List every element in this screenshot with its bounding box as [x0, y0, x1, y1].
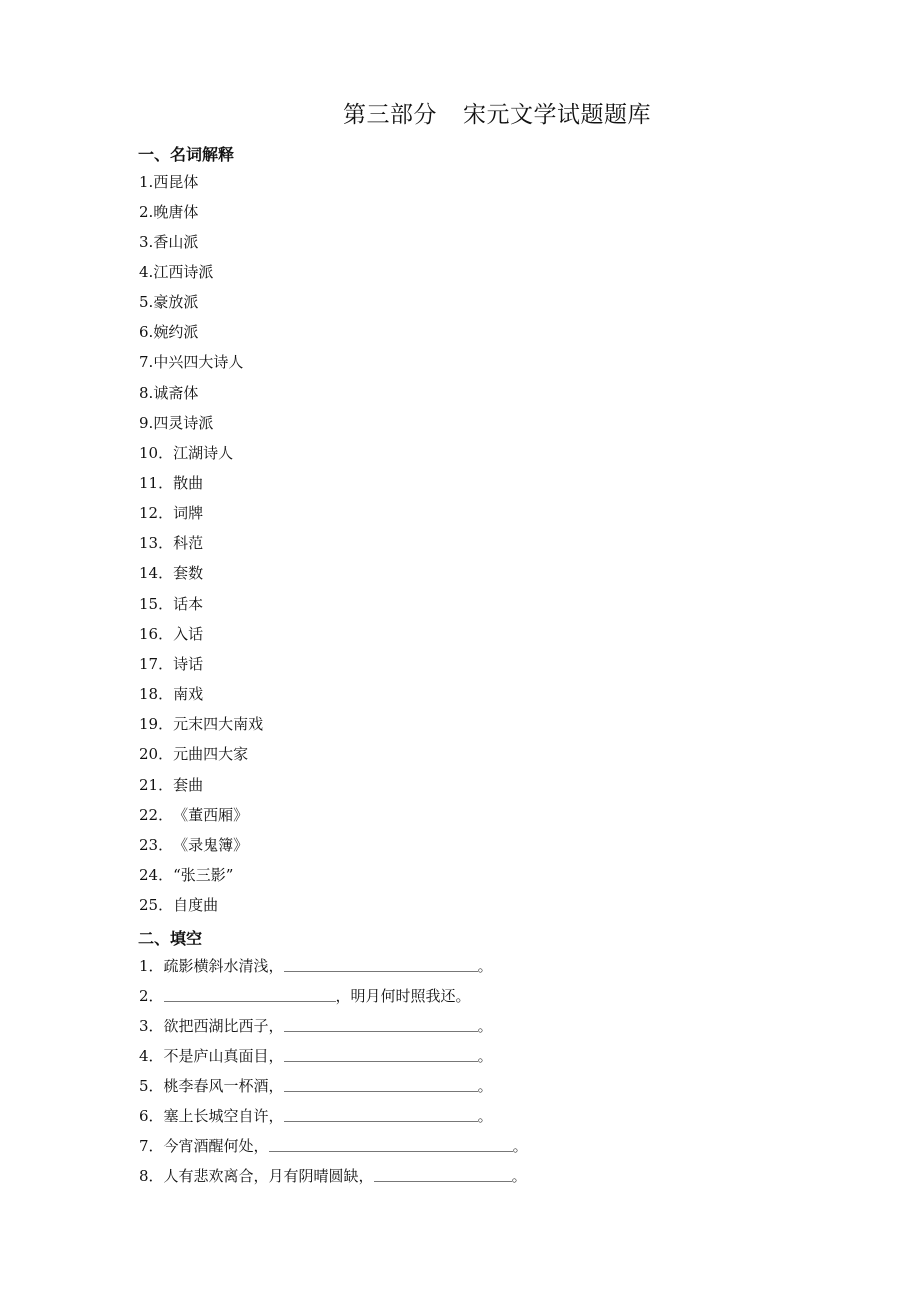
term-item: 1.西昆体: [139, 173, 199, 191]
term-item: 11．散曲: [139, 474, 204, 492]
answer-blank[interactable]: [284, 957, 478, 972]
fill-blank-item: 5．桃李春风一杯酒， 。: [139, 1077, 493, 1095]
answer-blank[interactable]: [284, 1017, 478, 1032]
term-item: 20．元曲四大家: [139, 745, 249, 763]
term-item: 5.豪放派: [139, 293, 199, 311]
term-item: 13．科范: [139, 534, 204, 552]
title-name: 宋元文学试题题库: [463, 102, 651, 128]
term-item: 25．自度曲: [139, 896, 219, 914]
page-title: [0, 96, 920, 129]
term-item: 9.四灵诗派: [139, 414, 214, 432]
term-item: 8.诚斋体: [139, 384, 199, 402]
fill-blank-item: 7．今宵酒醒何处， 。: [139, 1137, 528, 1155]
section-heading-terms: 一、名词解释: [138, 145, 235, 164]
fill-blank-item: 3．欲把西湖比西子， 。: [139, 1017, 493, 1035]
term-item: 6.婉约派: [139, 323, 199, 341]
answer-blank[interactable]: [269, 1137, 513, 1152]
term-item: 24．“张三影”: [139, 866, 234, 884]
fill-blank-item: 8．人有悲欢离合，月有阴晴圆缺， 。: [139, 1167, 527, 1185]
term-item: 12．词牌: [139, 504, 204, 522]
term-item: 14．套数: [139, 564, 204, 582]
term-item: 21．套曲: [139, 776, 204, 794]
term-item: 23．《录鬼簿》: [139, 836, 249, 854]
fill-blank-item: 4．不是庐山真面目， 。: [139, 1047, 493, 1065]
term-item: 3.香山派: [139, 233, 199, 251]
answer-blank[interactable]: [374, 1167, 512, 1182]
answer-blank[interactable]: [284, 1107, 478, 1122]
term-item: 18．南戏: [139, 685, 204, 703]
answer-blank[interactable]: [284, 1047, 478, 1062]
term-item: 15．话本: [139, 595, 204, 613]
term-item: 4.江西诗派: [139, 263, 214, 281]
term-item: 2.晚唐体: [139, 203, 199, 221]
term-item: 19．元末四大南戏: [139, 715, 264, 733]
term-item: 16．入话: [139, 625, 204, 643]
fill-blank-item: 2． ，明月何时照我还。: [139, 987, 471, 1005]
answer-blank[interactable]: [284, 1077, 478, 1092]
title-part: 第三部分: [343, 102, 437, 128]
term-item: 22．《董西厢》: [139, 806, 249, 824]
fill-blank-item: 6．塞上长城空自许， 。: [139, 1107, 493, 1125]
term-item: 17．诗话: [139, 655, 204, 673]
section-heading-fill-blank: 二、填空: [138, 929, 203, 948]
fill-blank-item: 1．疏影横斜水清浅， 。: [139, 957, 493, 975]
term-item: 10．江湖诗人: [139, 444, 234, 462]
term-item: 7.中兴四大诗人: [139, 353, 244, 371]
answer-blank[interactable]: [164, 987, 336, 1002]
